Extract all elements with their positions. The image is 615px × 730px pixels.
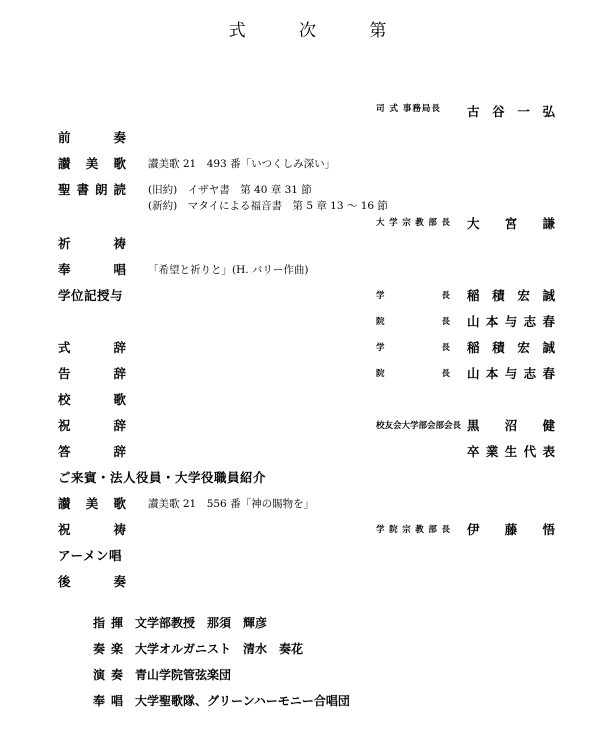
program-role: 学 長 bbox=[376, 343, 450, 353]
program-row bbox=[0, 128, 615, 148]
program-row bbox=[0, 442, 615, 462]
program-label: 式 辞 bbox=[58, 340, 126, 355]
program-name: 山 本 与 志 春 bbox=[467, 366, 555, 381]
program-detail: (新約) マタイによる福音書 第 5 章 13 〜 16 節 bbox=[148, 200, 388, 212]
program-row bbox=[0, 520, 615, 540]
program-label: 前 奏 bbox=[58, 130, 126, 145]
program-label: アーメン唱 bbox=[58, 548, 123, 563]
program-label: 讃 美 歌 bbox=[58, 156, 126, 171]
program-label: 校 歌 bbox=[58, 392, 126, 407]
program-row bbox=[0, 312, 615, 332]
program-name: 黒 沼 健 bbox=[467, 418, 555, 433]
credit-row bbox=[0, 640, 615, 660]
program-detail: 讃美歌 21 556 番「神の賜物を」 bbox=[148, 498, 315, 510]
program-role: 学 院 宗 教 部 長 bbox=[376, 525, 450, 535]
program-row bbox=[0, 286, 615, 306]
program-label: 祈 祷 bbox=[58, 236, 126, 251]
credit-row bbox=[0, 614, 615, 634]
officiant-row bbox=[0, 102, 615, 122]
credit-role: 奏楽 bbox=[93, 642, 130, 656]
program-label: 祝 辞 bbox=[58, 418, 126, 433]
program-row bbox=[0, 416, 615, 436]
program-row bbox=[0, 260, 615, 280]
program-name: 稲 積 宏 誠 bbox=[467, 340, 555, 355]
officiant-name: 古 谷 一 弘 bbox=[467, 104, 555, 119]
program-label: 告 辞 bbox=[58, 366, 126, 381]
program-row bbox=[0, 572, 615, 592]
program-detail: 「希望と祈りと」(H. バリー作曲) bbox=[148, 264, 309, 276]
page-title: 式 次 第 bbox=[228, 21, 411, 41]
program-name: 大 宮 謙 bbox=[467, 216, 555, 231]
program-label: 奉 唱 bbox=[58, 262, 126, 277]
program-row bbox=[0, 546, 615, 566]
program-label: 聖 書 朗 読 bbox=[58, 182, 126, 197]
program-row bbox=[0, 390, 615, 410]
program-row bbox=[0, 180, 615, 212]
program-row bbox=[0, 338, 615, 358]
credit-name: 大学聖歌隊、グリーンハーモニー合唱団 bbox=[135, 694, 350, 708]
program-label: 祝 祷 bbox=[58, 522, 126, 537]
program-row bbox=[0, 216, 615, 254]
program-name: 稲 積 宏 誠 bbox=[467, 288, 555, 303]
program-role: 院 長 bbox=[376, 369, 450, 379]
credit-row bbox=[0, 666, 615, 686]
credit-line bbox=[93, 666, 231, 683]
program-role: 大 学 宗 教 部 長 bbox=[376, 218, 450, 228]
program-label: 讃 美 歌 bbox=[58, 496, 126, 511]
credit-role: 奉唱 bbox=[93, 694, 130, 708]
program-label: 答 辞 bbox=[58, 444, 126, 459]
program-name: 伊 藤 悟 bbox=[467, 522, 555, 537]
credit-name: 青山学院管弦楽団 bbox=[135, 668, 232, 682]
credit-name: 文学部教授 那須 輝彦 bbox=[135, 616, 268, 630]
credit-role: 演奏 bbox=[93, 668, 130, 682]
program-role: 学 長 bbox=[376, 291, 450, 301]
program-label: ご来賓・法人役員・大学役職員紹介 bbox=[58, 470, 267, 485]
program-detail: (旧約) イザヤ書 第 40 章 31 節 bbox=[148, 184, 312, 196]
program-role: 校友会大学部会部会長 bbox=[376, 421, 462, 431]
credit-row bbox=[0, 692, 615, 712]
program-role: 院 長 bbox=[376, 317, 450, 327]
program-row bbox=[0, 154, 615, 174]
program-name: 山 本 与 志 春 bbox=[467, 314, 555, 329]
credit-line bbox=[93, 614, 267, 631]
credit-name: 大学オルガニスト 清水 奏花 bbox=[135, 642, 304, 656]
program-label: 学位記授与 bbox=[58, 288, 124, 303]
program-name: 卒 業 生 代 表 bbox=[467, 444, 555, 459]
program-row bbox=[0, 494, 615, 514]
program-row bbox=[0, 468, 615, 488]
credit-line bbox=[93, 640, 303, 657]
officiant-role: 司 式 事務局長 bbox=[376, 104, 441, 114]
program-label: 後 奏 bbox=[58, 574, 126, 589]
program-detail: 讃美歌 21 493 番「いつくしみ深い」 bbox=[148, 158, 336, 170]
program-row bbox=[0, 364, 615, 384]
credit-line bbox=[93, 692, 350, 709]
credit-role: 指揮 bbox=[93, 616, 130, 630]
